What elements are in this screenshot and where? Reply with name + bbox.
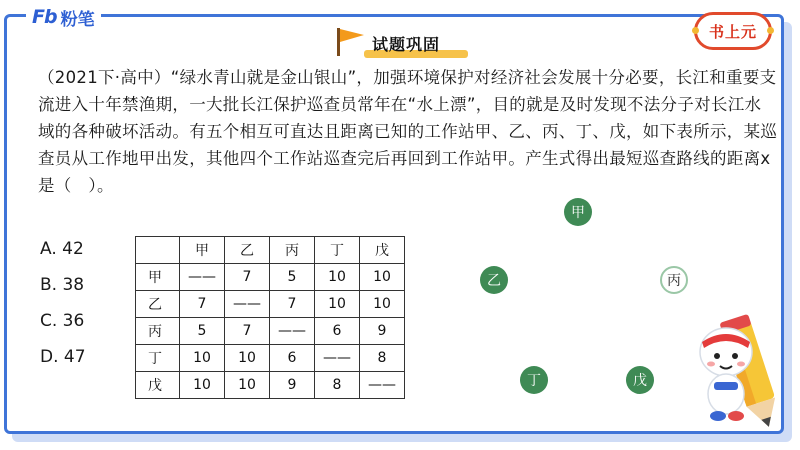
table-cell: 6: [315, 318, 360, 345]
station-node-yi: 乙: [480, 266, 508, 294]
table-row: [136, 372, 405, 399]
flag-icon: [334, 26, 368, 58]
brand-fb-mark: Fb: [32, 6, 57, 28]
station-node-jia: 甲: [564, 198, 592, 226]
table-header-cell: 丙: [270, 237, 315, 264]
table-cell: 7: [225, 264, 270, 291]
badge-dot: [692, 27, 699, 34]
table-cell: 10: [180, 372, 225, 399]
table-cell: 6: [270, 345, 315, 372]
table-cell: 7: [225, 318, 270, 345]
table-row: [136, 291, 405, 318]
table-cell: ——: [315, 345, 360, 372]
option-d[interactable]: D. 47: [40, 347, 86, 367]
table-cell: 10: [180, 345, 225, 372]
pencil-mascot-icon: [690, 308, 786, 434]
question-text: （2021下·高中）“绿水青山就是金山银山”，加强环境保护对经济社会发展十分必要，长江和重要支流进入十年禁渔期，一大批长江保护巡查员常年在“水上漂”，目的就是及时发现不法分子对长江水域的各种破坏活动。有五个相互可直达且距离已知的工作站甲、乙、丙、丁、戊，如下表所示，某巡查员从工作地甲出发，其他四个工作站巡查完后再回到工作站甲。产生式得出最短巡查路线的距离x是（ ）。: [38, 68, 778, 195]
table-row-label: 丁: [136, 345, 180, 372]
brand-name: 粉笔: [60, 9, 95, 30]
distance-table: [135, 236, 405, 399]
table-cell: 10: [315, 291, 360, 318]
station-node-ding: 丁: [520, 366, 548, 394]
table-header-cell: 乙: [225, 237, 270, 264]
table-cell: 10: [225, 345, 270, 372]
option-b[interactable]: B. 38: [40, 275, 85, 295]
table-header-cell: [136, 237, 180, 264]
table-header-cell: 戊: [360, 237, 405, 264]
table-row: [136, 318, 405, 345]
table-cell: 5: [270, 264, 315, 291]
table-header-row: [136, 237, 405, 264]
table-cell: 9: [360, 318, 405, 345]
table-header-cell: 甲: [180, 237, 225, 264]
table-cell: ——: [180, 264, 225, 291]
option-c[interactable]: C. 36: [40, 311, 85, 331]
badge-label: 书上元: [708, 22, 757, 41]
table-cell: 9: [270, 372, 315, 399]
corner-badge: [694, 12, 772, 50]
table-cell: ——: [360, 372, 405, 399]
table-cell: ——: [270, 318, 315, 345]
table-cell: 10: [360, 291, 405, 318]
answer-options: [40, 236, 86, 380]
table-cell: 8: [315, 372, 360, 399]
table-row-label: 戊: [136, 372, 180, 399]
station-node-bing: 丙: [660, 266, 688, 294]
badge-dot: [767, 27, 774, 34]
table-cell: 8: [360, 345, 405, 372]
table-cell: 10: [225, 372, 270, 399]
table-cell: 7: [270, 291, 315, 318]
table-cell: 5: [180, 318, 225, 345]
table-cell: 7: [180, 291, 225, 318]
brand-logo: [26, 4, 101, 30]
section-banner: [334, 26, 468, 56]
option-a[interactable]: A. 42: [40, 239, 84, 259]
table-row-label: 甲: [136, 264, 180, 291]
table-row-label: 丙: [136, 318, 180, 345]
table-header-cell: 丁: [315, 237, 360, 264]
table-row: [136, 345, 405, 372]
table-cell: ——: [225, 291, 270, 318]
station-node-wu: 戊: [626, 366, 654, 394]
table-row-label: 乙: [136, 291, 180, 318]
table-cell: 10: [360, 264, 405, 291]
table-cell: 10: [315, 264, 360, 291]
banner-title: 试题巩固: [372, 35, 441, 54]
table-row: [136, 264, 405, 291]
